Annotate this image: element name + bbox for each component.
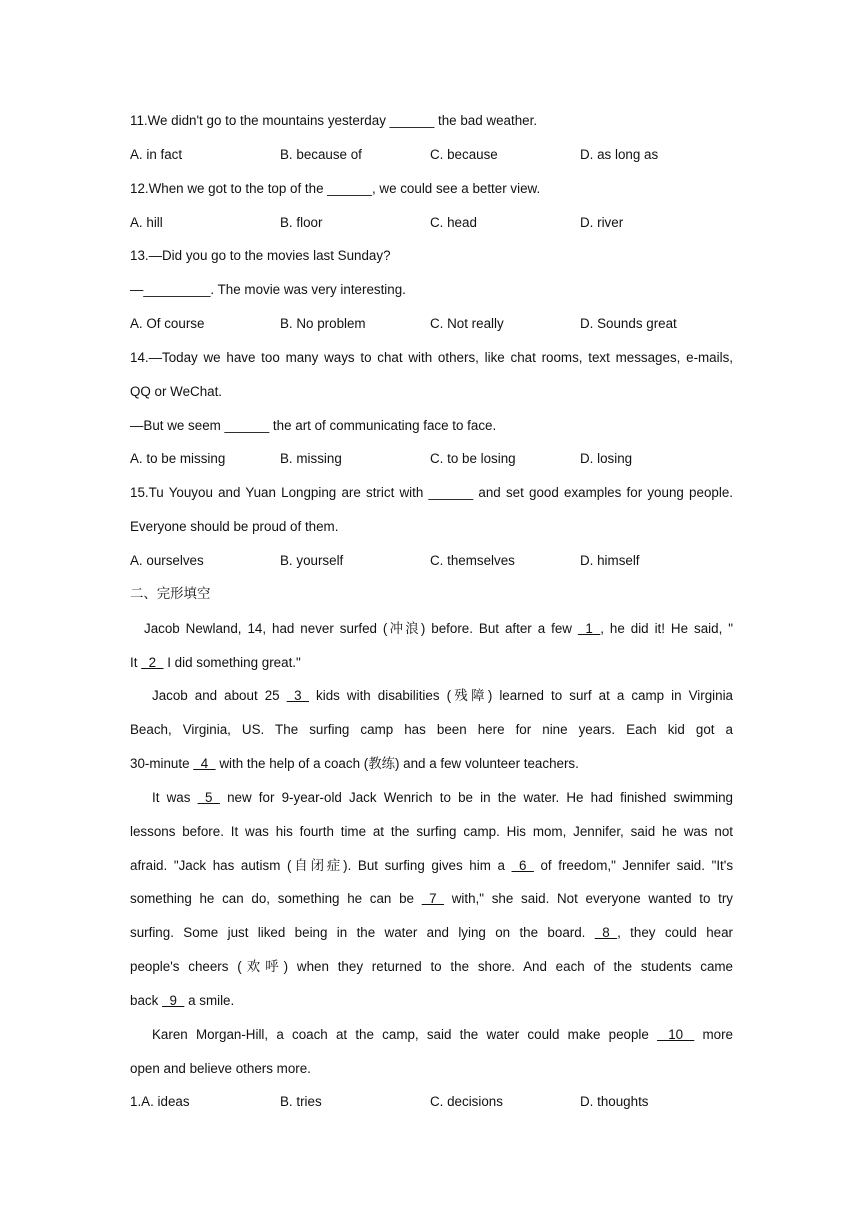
passage-p3-line4: something he can do, something he can be 7 with," she said. Not everyone wanted to try: [130, 882, 733, 916]
option-b: B. missing: [280, 451, 342, 467]
blank-6: 6: [511, 857, 534, 873]
passage-p3-line5: surfing. Some just liked being in the water and lying on the board. 8 , they could hear: [130, 916, 733, 950]
option-d: D. river: [580, 214, 624, 230]
question-11-stem: 11.We didn't go to the mountains yesterday ______ the bad weather.: [130, 113, 538, 128]
passage-p2-line2: Beach, Virginia, US. The surfing camp has been here for nine years. Each kid got a: [130, 722, 733, 738]
option-a: A. to be missing: [130, 451, 226, 467]
option-d: D. thoughts: [580, 1094, 649, 1110]
option-a: A. ourselves: [130, 552, 204, 568]
cloze-question-1-options: [130, 1085, 733, 1119]
passage-p3-line2: lessons before. It was his fourth time at the surfing camp. His mom, Jennifer, said he was not: [130, 823, 733, 839]
option-c: C. themselves: [430, 552, 515, 568]
option-b: B. yourself: [280, 552, 344, 568]
blank-1: 1: [577, 620, 601, 636]
option-a: A. Of course: [130, 316, 205, 332]
passage-p3-line7: back 9 a smile.: [130, 984, 733, 1018]
option-a: A. in fact: [130, 146, 183, 162]
option-c: C. Not really: [430, 316, 504, 332]
blank-8: 8: [594, 925, 618, 941]
passage-p1-line2: It 2 I did something great.": [130, 646, 733, 680]
passage-p2-line3: 30-minute 4 with the help of a coach (教练) and a few volunteer teachers.: [130, 747, 733, 781]
option-c: C. to be losing: [430, 451, 516, 467]
option-d: D. Sounds great: [580, 316, 677, 332]
question-13-options: [130, 307, 733, 341]
option-d: D. as long as: [580, 146, 659, 162]
question-12-options: [130, 206, 733, 240]
blank-4: 4: [193, 756, 216, 772]
blank-3: 3: [286, 688, 310, 704]
option-b: B. No problem: [280, 316, 366, 332]
question-14-options: [130, 442, 733, 476]
blank-2: 2: [141, 654, 164, 670]
blank-5: 5: [197, 789, 220, 805]
option-b: B. because of: [280, 146, 362, 162]
question-15-stem-line2: Everyone should be proud of them.: [130, 519, 339, 535]
question-14-stem-line2: QQ or WeChat.: [130, 383, 223, 399]
option-c: C. head: [430, 214, 477, 230]
question-13-reply: —_________. The movie was very interesting.: [130, 282, 406, 298]
passage-p1-line1: Jacob Newland, 14, had never surfed (冲浪) before. But after a few 1 , he did it! He said, ": [130, 612, 733, 646]
option-c: C. because: [430, 146, 498, 162]
passage-p2-line1: Jacob and about 25 3 kids with disabilities (残障) learned to surf at a camp in Virginia: [130, 679, 733, 713]
passage-p4-line2: open and believe others more.: [130, 1060, 311, 1076]
question-15-stem-line1: 15.Tu Youyou and Yuan Longping are strict with ______ and set good examples for young people.: [130, 485, 733, 501]
option-d: D. himself: [580, 552, 640, 568]
blank-7: 7: [421, 891, 445, 907]
blank-10: 10: [657, 1026, 695, 1042]
question-13-stem: 13.—Did you go to the movies last Sunday?: [130, 248, 391, 264]
passage-p3-line3: afraid. "Jack has autism (自闭症). But surfing gives him a 6 of freedom," Jennifer said. "It's: [130, 849, 733, 883]
question-11-options: [130, 138, 733, 172]
passage-p3-line1: It was 5 new for 9-year-old Jack Wenrich to be in the water. He had finished swimming: [130, 781, 733, 815]
option-a: A. hill: [130, 214, 163, 230]
option-b: B. floor: [280, 214, 323, 230]
worksheet-page: [130, 104, 733, 1119]
passage-p3-line6: people's cheers (欢呼) when they returned to the shore. And each of the students came: [130, 959, 734, 976]
option-d: D. losing: [580, 451, 633, 467]
option-a: 1.A. ideas: [130, 1094, 190, 1110]
blank-9: 9: [162, 992, 185, 1008]
section-heading-cloze: 二、完形填空: [130, 586, 211, 602]
question-14-reply: —But we seem ______ the art of communicating face to face.: [130, 417, 497, 433]
option-b: B. tries: [280, 1094, 322, 1110]
question-12-stem: 12.When we got to the top of the ______, we could see a better view.: [130, 180, 541, 196]
question-15-options: [130, 544, 733, 578]
passage-p4-line1: Karen Morgan-Hill, a coach at the camp, said the water could make people 10 more: [130, 1018, 733, 1052]
option-c: C. decisions: [430, 1094, 503, 1110]
question-14-stem-line1: 14.—Today we have too many ways to chat with others, like chat rooms, text messages, e-mails,: [130, 349, 733, 365]
